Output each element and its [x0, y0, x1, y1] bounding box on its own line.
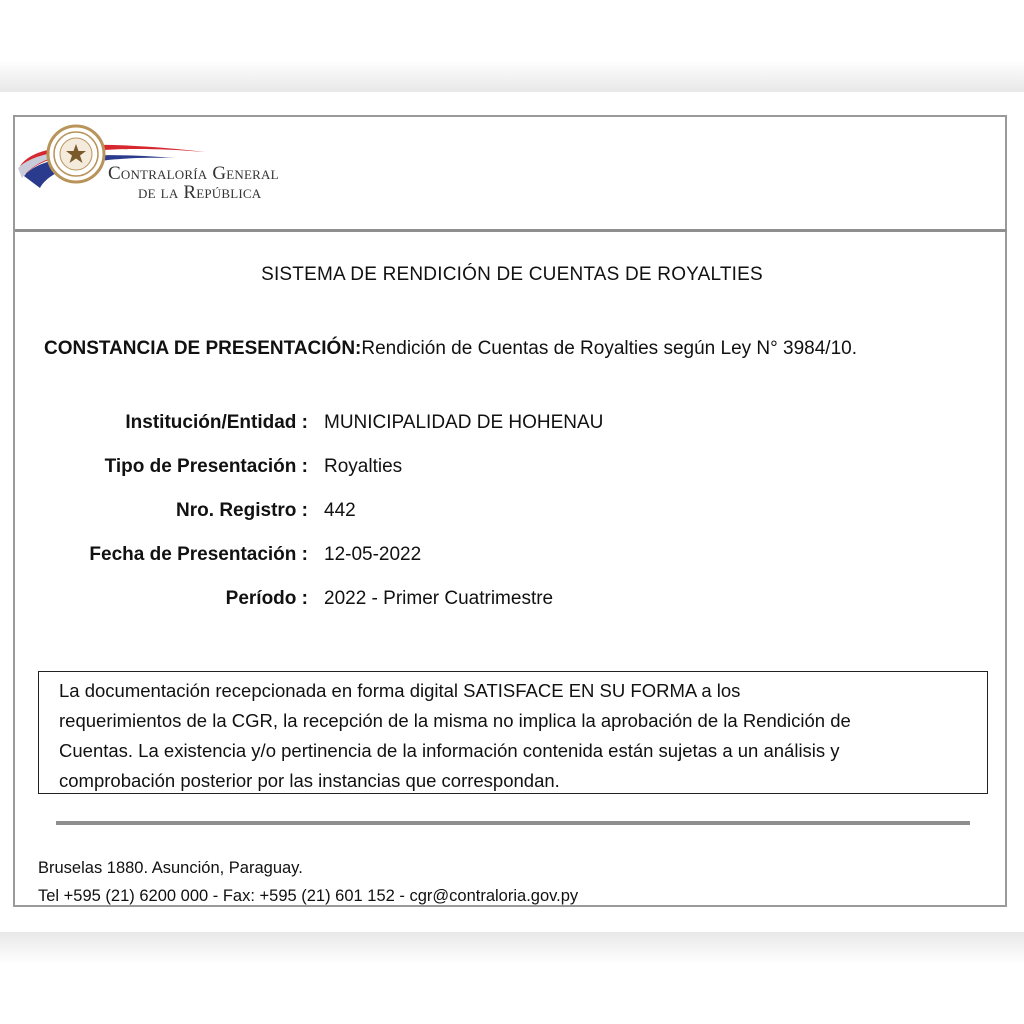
notice-line: Cuentas. La existencia y/o pertinencia de la información contenida están sujetas a un análisis y	[59, 740, 840, 761]
logo-line-1: Contraloría General	[108, 163, 279, 184]
bottom-shadow	[0, 930, 1024, 964]
cgr-logo	[16, 122, 326, 202]
field-value: 2022 - Primer Cuatrimestre	[324, 588, 554, 609]
field-row-fecha	[0, 544, 1024, 574]
field-value: 12-05-2022	[324, 544, 422, 565]
field-label: Institución/Entidad :	[125, 412, 308, 433]
notice-box	[38, 671, 988, 794]
field-value: 442	[324, 500, 356, 521]
field-row-institucion	[0, 412, 1024, 442]
field-row-registro	[0, 500, 1024, 530]
field-label: Tipo de Presentación :	[104, 456, 308, 477]
constancia-text: Rendición de Cuentas de Royalties según Ley N° 3984/10.	[361, 338, 857, 359]
field-value: MUNICIPALIDAD DE HOHENAU	[324, 412, 604, 433]
constancia-label: CONSTANCIA DE PRESENTACIÓN:	[44, 338, 362, 359]
footer-contact: Tel +595 (21) 6200 000 - Fax: +595 (21) 601 152 - cgr@contraloria.gov.py	[38, 887, 579, 905]
field-value: Royalties	[324, 456, 403, 477]
header-divider	[15, 229, 1007, 232]
field-label: Período :	[225, 588, 308, 609]
logo-wordmark	[108, 164, 279, 202]
field-row-tipo	[0, 456, 1024, 486]
top-shadow	[0, 60, 1024, 94]
notice-line: requerimientos de la CGR, la recepción de la misma no implica la aprobación de la Rendición de	[59, 710, 851, 731]
constancia-line	[44, 338, 857, 360]
footer-address: Bruselas 1880. Asunción, Paraguay.	[38, 859, 303, 877]
field-row-periodo	[0, 588, 1024, 618]
footer-divider	[56, 821, 970, 825]
field-label: Nro. Registro :	[176, 500, 308, 521]
system-title: SISTEMA DE RENDICIÓN DE CUENTAS DE ROYALTIES	[261, 264, 763, 285]
notice-line: La documentación recepcionada en forma digital SATISFACE EN SU FORMA a los	[59, 680, 741, 701]
footer	[38, 854, 578, 910]
field-label: Fecha de Presentación :	[89, 544, 308, 565]
notice-line: comprobación posterior por las instancias que correspondan.	[59, 770, 560, 791]
certificate-sheet	[0, 92, 1024, 932]
logo-line-2: de la República	[138, 182, 262, 203]
